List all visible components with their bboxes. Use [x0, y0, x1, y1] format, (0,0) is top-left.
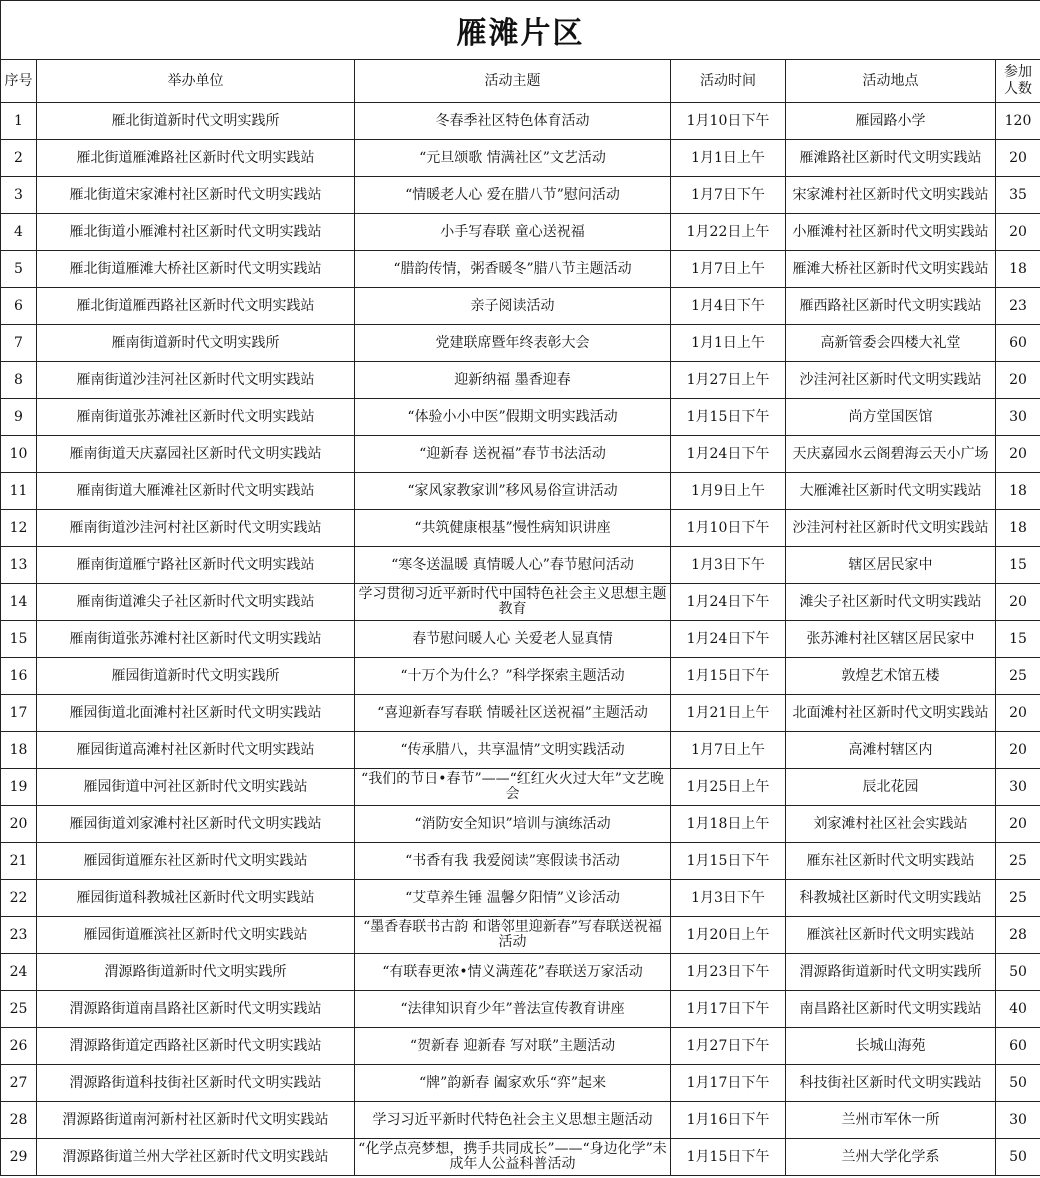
cell-time: 1月15日下午: [671, 1139, 786, 1176]
table-row: [1, 1028, 1040, 1065]
cell-time: 1月15日下午: [671, 843, 786, 880]
table-row: [1, 917, 1040, 954]
cell-place: 雁西路社区新时代文明实践站: [786, 288, 996, 325]
cell-theme: “共筑健康根基”慢性病知识讲座: [355, 510, 671, 547]
cell-organizer: 雁北街道雁滩路社区新时代文明实践站: [37, 140, 355, 177]
cell-organizer: 雁南街道张苏滩村社区新时代文明实践站: [37, 621, 355, 658]
cell-time: 1月3日下午: [671, 880, 786, 917]
title-row: [1, 1, 1040, 60]
table-row: [1, 769, 1040, 806]
cell-count: 50: [996, 1139, 1040, 1176]
cell-place: 宋家滩村社区新时代文明实践站: [786, 177, 996, 214]
table-row: [1, 547, 1040, 584]
cell-time: 1月24日下午: [671, 436, 786, 473]
cell-organizer: 渭源路街道南昌路社区新时代文明实践站: [37, 991, 355, 1028]
cell-theme: 学习贯彻习近平新时代中国特色社会主义思想主题教育: [355, 584, 671, 621]
table-row: [1, 621, 1040, 658]
cell-time: 1月4日下午: [671, 288, 786, 325]
cell-index: 29: [1, 1139, 37, 1176]
cell-count: 25: [996, 843, 1040, 880]
cell-count: 50: [996, 1065, 1040, 1102]
table-row: [1, 510, 1040, 547]
cell-theme: “传承腊八，共享温情”文明实践活动: [355, 732, 671, 769]
cell-time: 1月20日上午: [671, 917, 786, 954]
cell-count: 28: [996, 917, 1040, 954]
cell-organizer: 雁南街道滩尖子社区新时代文明实践站: [37, 584, 355, 621]
cell-count: 18: [996, 510, 1040, 547]
cell-time: 1月10日下午: [671, 510, 786, 547]
header-count: 参加人数: [996, 60, 1040, 103]
cell-index: 7: [1, 325, 37, 362]
cell-organizer: 雁南街道沙洼河村社区新时代文明实践站: [37, 510, 355, 547]
cell-count: 18: [996, 473, 1040, 510]
cell-place: 滩尖子社区新时代文明实践站: [786, 584, 996, 621]
cell-organizer: 雁园街道新时代文明实践所: [37, 658, 355, 695]
table-row: [1, 732, 1040, 769]
table-row: [1, 843, 1040, 880]
cell-index: 22: [1, 880, 37, 917]
cell-time: 1月7日下午: [671, 177, 786, 214]
header-time: 活动时间: [671, 60, 786, 103]
cell-time: 1月27日下午: [671, 1028, 786, 1065]
cell-organizer: 雁北街道宋家滩村社区新时代文明实践站: [37, 177, 355, 214]
cell-time: 1月22日上午: [671, 214, 786, 251]
cell-theme: “体验小小中医”假期文明实践活动: [355, 399, 671, 436]
cell-theme: “迎新春 送祝福”春节书法活动: [355, 436, 671, 473]
cell-time: 1月7日上午: [671, 732, 786, 769]
table-row: [1, 695, 1040, 732]
cell-index: 2: [1, 140, 37, 177]
cell-theme: “有联春更浓•情义满莲花”春联送万家活动: [355, 954, 671, 991]
cell-time: 1月7日上午: [671, 251, 786, 288]
cell-index: 27: [1, 1065, 37, 1102]
cell-place: 长城山海苑: [786, 1028, 996, 1065]
cell-theme: 迎新纳福 墨香迎春: [355, 362, 671, 399]
cell-organizer: 雁北街道雁滩大桥社区新时代文明实践站: [37, 251, 355, 288]
header-row: [1, 60, 1040, 103]
cell-theme: 学习习近平新时代特色社会主义思想主题活动: [355, 1102, 671, 1139]
cell-organizer: 雁南街道新时代文明实践所: [37, 325, 355, 362]
cell-time: 1月25日上午: [671, 769, 786, 806]
cell-index: 6: [1, 288, 37, 325]
cell-organizer: 渭源路街道定西路社区新时代文明实践站: [37, 1028, 355, 1065]
cell-place: 辖区居民家中: [786, 547, 996, 584]
table-row: [1, 473, 1040, 510]
cell-index: 21: [1, 843, 37, 880]
cell-place: 高滩村辖区内: [786, 732, 996, 769]
cell-theme: 党建联席暨年终表彰大会: [355, 325, 671, 362]
cell-count: 25: [996, 658, 1040, 695]
table-row: [1, 1139, 1040, 1176]
cell-index: 14: [1, 584, 37, 621]
cell-index: 24: [1, 954, 37, 991]
cell-theme: “书香有我 我爱阅读”寒假读书活动: [355, 843, 671, 880]
cell-place: 兰州大学化学系: [786, 1139, 996, 1176]
cell-place: 刘家滩村社区社会实践站: [786, 806, 996, 843]
cell-time: 1月21日上午: [671, 695, 786, 732]
cell-time: 1月1日上午: [671, 325, 786, 362]
cell-place: 高新管委会四楼大礼堂: [786, 325, 996, 362]
cell-count: 23: [996, 288, 1040, 325]
cell-count: 20: [996, 214, 1040, 251]
cell-index: 9: [1, 399, 37, 436]
cell-place: 科教城社区新时代文明实践站: [786, 880, 996, 917]
header-place: 活动地点: [786, 60, 996, 103]
cell-time: 1月16日下午: [671, 1102, 786, 1139]
cell-time: 1月17日下午: [671, 1065, 786, 1102]
cell-index: 5: [1, 251, 37, 288]
cell-index: 20: [1, 806, 37, 843]
cell-organizer: 雁园街道刘家滩村社区新时代文明实践站: [37, 806, 355, 843]
cell-organizer: 雁园街道北面滩村社区新时代文明实践站: [37, 695, 355, 732]
cell-index: 13: [1, 547, 37, 584]
cell-place: 渭源路街道新时代文明实践所: [786, 954, 996, 991]
cell-organizer: 雁园街道雁东社区新时代文明实践站: [37, 843, 355, 880]
cell-organizer: 雁南街道天庆嘉园社区新时代文明实践站: [37, 436, 355, 473]
cell-count: 120: [996, 103, 1040, 140]
cell-theme: “贺新春 迎新春 写对联”主题活动: [355, 1028, 671, 1065]
header-index: 序号: [1, 60, 37, 103]
cell-index: 10: [1, 436, 37, 473]
cell-place: 南昌路社区新时代文明实践站: [786, 991, 996, 1028]
table-row: [1, 1102, 1040, 1139]
cell-count: 15: [996, 547, 1040, 584]
cell-time: 1月18日上午: [671, 806, 786, 843]
cell-time: 1月3日下午: [671, 547, 786, 584]
cell-organizer: 渭源路街道南河新村社区新时代文明实践站: [37, 1102, 355, 1139]
cell-organizer: 雁南街道雁宁路社区新时代文明实践站: [37, 547, 355, 584]
cell-time: 1月24日下午: [671, 584, 786, 621]
cell-index: 28: [1, 1102, 37, 1139]
cell-theme: “艾草养生锤 温馨夕阳情”义诊活动: [355, 880, 671, 917]
table-row: [1, 251, 1040, 288]
cell-place: 兰州市军休一所: [786, 1102, 996, 1139]
cell-organizer: 渭源路街道科技街社区新时代文明实践站: [37, 1065, 355, 1102]
table-row: [1, 991, 1040, 1028]
cell-place: 雁园路小学: [786, 103, 996, 140]
cell-time: 1月10日下午: [671, 103, 786, 140]
cell-theme: “情暖老人心 爱在腊八节”慰问活动: [355, 177, 671, 214]
cell-place: 敦煌艺术馆五楼: [786, 658, 996, 695]
cell-organizer: 雁园街道中河社区新时代文明实践站: [37, 769, 355, 806]
cell-index: 3: [1, 177, 37, 214]
cell-theme: 亲子阅读活动: [355, 288, 671, 325]
cell-theme: “我们的节日•春节”——“红红火火过大年”文艺晚会: [355, 769, 671, 806]
cell-time: 1月9日上午: [671, 473, 786, 510]
cell-index: 16: [1, 658, 37, 695]
cell-index: 8: [1, 362, 37, 399]
cell-index: 12: [1, 510, 37, 547]
table-row: [1, 177, 1040, 214]
cell-place: 小雁滩村社区新时代文明实践站: [786, 214, 996, 251]
cell-time: 1月15日下午: [671, 399, 786, 436]
cell-index: 17: [1, 695, 37, 732]
cell-count: 35: [996, 177, 1040, 214]
cell-index: 11: [1, 473, 37, 510]
sheet-title: 雁滩片区: [1, 1, 1040, 60]
cell-count: 18: [996, 251, 1040, 288]
cell-organizer: 雁园街道高滩村社区新时代文明实践站: [37, 732, 355, 769]
cell-organizer: 雁南街道张苏滩社区新时代文明实践站: [37, 399, 355, 436]
cell-theme: “消防安全知识”培训与演练活动: [355, 806, 671, 843]
cell-place: 雁滩大桥社区新时代文明实践站: [786, 251, 996, 288]
cell-count: 60: [996, 325, 1040, 362]
cell-theme: 春节慰问暖人心 关爱老人显真情: [355, 621, 671, 658]
cell-organizer: 雁北街道小雁滩村社区新时代文明实践站: [37, 214, 355, 251]
cell-index: 15: [1, 621, 37, 658]
cell-place: 沙洼河社区新时代文明实践站: [786, 362, 996, 399]
cell-count: 40: [996, 991, 1040, 1028]
cell-count: 15: [996, 621, 1040, 658]
table-row: [1, 436, 1040, 473]
cell-place: 雁滩路社区新时代文明实践站: [786, 140, 996, 177]
cell-theme: “化学点亮梦想，携手共同成长”——“身边化学”未成年人公益科普活动: [355, 1139, 671, 1176]
cell-theme: “元旦颂歌 情满社区”文艺活动: [355, 140, 671, 177]
cell-organizer: 雁南街道大雁滩社区新时代文明实践站: [37, 473, 355, 510]
cell-time: 1月24日下午: [671, 621, 786, 658]
table-row: [1, 214, 1040, 251]
cell-theme: “十万个为什么？”科学探索主题活动: [355, 658, 671, 695]
cell-time: 1月1日上午: [671, 140, 786, 177]
cell-count: 20: [996, 806, 1040, 843]
cell-theme: “腊韵传情，粥香暖冬”腊八节主题活动: [355, 251, 671, 288]
cell-theme: “墨香春联书古韵 和谐邻里迎新春”写春联送祝福活动: [355, 917, 671, 954]
cell-theme: “喜迎新春写春联 情暖社区送祝福”主题活动: [355, 695, 671, 732]
cell-count: 20: [996, 584, 1040, 621]
cell-place: 大雁滩社区新时代文明实践站: [786, 473, 996, 510]
cell-count: 30: [996, 399, 1040, 436]
cell-theme: 小手写春联 童心送祝福: [355, 214, 671, 251]
cell-place: 北面滩村社区新时代文明实践站: [786, 695, 996, 732]
cell-theme: “法律知识育少年”普法宣传教育讲座: [355, 991, 671, 1028]
header-organizer: 举办单位: [37, 60, 355, 103]
cell-place: 辰北花园: [786, 769, 996, 806]
cell-place: 张苏滩村社区辖区居民家中: [786, 621, 996, 658]
cell-organizer: 雁北街道雁西路社区新时代文明实践站: [37, 288, 355, 325]
cell-theme: 冬春季社区特色体育活动: [355, 103, 671, 140]
cell-index: 26: [1, 1028, 37, 1065]
cell-count: 20: [996, 362, 1040, 399]
header-theme: 活动主题: [355, 60, 671, 103]
table-row: [1, 325, 1040, 362]
cell-place: 尚方堂国医馆: [786, 399, 996, 436]
cell-count: 20: [996, 732, 1040, 769]
cell-time: 1月23日下午: [671, 954, 786, 991]
table-row: [1, 288, 1040, 325]
cell-place: 科技街社区新时代文明实践站: [786, 1065, 996, 1102]
cell-time: 1月27日上午: [671, 362, 786, 399]
table-row: [1, 103, 1040, 140]
cell-theme: “牌”韵新春 阖家欢乐“弈”起来: [355, 1065, 671, 1102]
cell-count: 30: [996, 769, 1040, 806]
table-row: [1, 806, 1040, 843]
cell-time: 1月17日下午: [671, 991, 786, 1028]
cell-count: 20: [996, 140, 1040, 177]
cell-theme: “寒冬送温暖 真情暖人心”春节慰问活动: [355, 547, 671, 584]
cell-count: 60: [996, 1028, 1040, 1065]
cell-index: 25: [1, 991, 37, 1028]
cell-place: 沙洼河村社区新时代文明实践站: [786, 510, 996, 547]
cell-place: 雁东社区新时代文明实践站: [786, 843, 996, 880]
cell-index: 4: [1, 214, 37, 251]
cell-organizer: 雁园街道雁滨社区新时代文明实践站: [37, 917, 355, 954]
cell-time: 1月15日下午: [671, 658, 786, 695]
cell-count: 50: [996, 954, 1040, 991]
cell-theme: “家风家教家训”移风易俗宣讲活动: [355, 473, 671, 510]
cell-organizer: 渭源路街道新时代文明实践所: [37, 954, 355, 991]
cell-count: 25: [996, 880, 1040, 917]
cell-count: 20: [996, 436, 1040, 473]
cell-count: 30: [996, 1102, 1040, 1139]
table-body: [1, 103, 1040, 1176]
table-row: [1, 658, 1040, 695]
cell-index: 18: [1, 732, 37, 769]
table-row: [1, 954, 1040, 991]
cell-index: 19: [1, 769, 37, 806]
cell-place: 雁滨社区新时代文明实践站: [786, 917, 996, 954]
cell-organizer: 渭源路街道兰州大学社区新时代文明实践站: [37, 1139, 355, 1176]
cell-organizer: 雁南街道沙洼河社区新时代文明实践站: [37, 362, 355, 399]
table-row: [1, 584, 1040, 621]
table-row: [1, 880, 1040, 917]
cell-index: 23: [1, 917, 37, 954]
cell-organizer: 雁北街道新时代文明实践所: [37, 103, 355, 140]
cell-count: 20: [996, 695, 1040, 732]
table-row: [1, 399, 1040, 436]
table-row: [1, 140, 1040, 177]
cell-place: 天庆嘉园水云阁碧海云天小广场: [786, 436, 996, 473]
cell-organizer: 雁园街道科教城社区新时代文明实践站: [37, 880, 355, 917]
cell-index: 1: [1, 103, 37, 140]
table-row: [1, 362, 1040, 399]
table-row: [1, 1065, 1040, 1102]
